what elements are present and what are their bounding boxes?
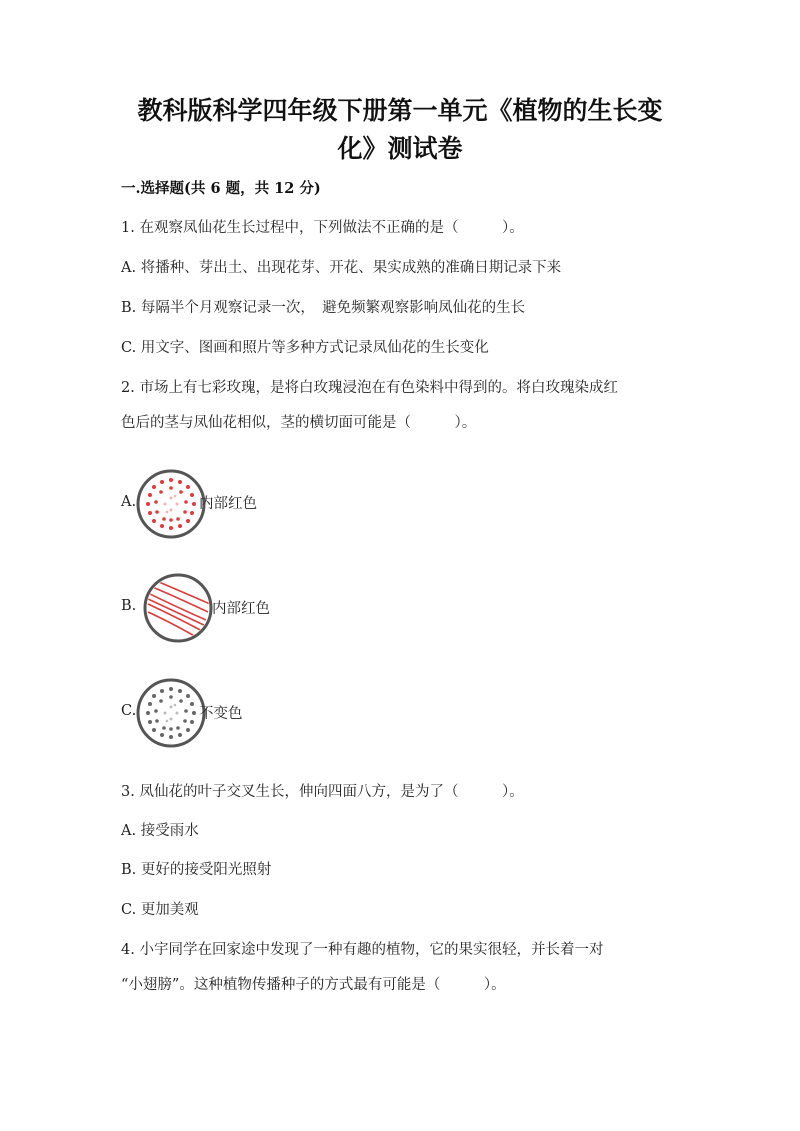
stem-cross-section-gray-dots-image (133, 675, 209, 751)
title-line-2: 化》测试卷 (337, 134, 463, 163)
q2-option-c-label: 不变色 (199, 706, 243, 722)
q2-stem-line-2: 色后的茎与凤仙花相似，茎的横切面可能是（ ）。 (121, 415, 477, 431)
q1-option-b: B. 每隔半个月观察记录一次， 避免频繁观察影响凤仙花的生长 (121, 300, 526, 316)
q1-option-c: C. 用文字、图画和照片等多种方式记录凤仙花的生长变化 (121, 340, 489, 356)
q3-option-b: B. 更好的接受阳光照射 (121, 862, 272, 878)
stem-cross-section-red-dots-image (133, 466, 209, 542)
q2-stem-line-1: 2. 市场上有七彩玫瑰，是将白玫瑰浸泡在有色染料中得到的。将白玫瑰染成红 (121, 380, 618, 396)
page-title (0, 92, 800, 168)
q3-option-c: C. 更加美观 (121, 902, 199, 918)
q2-option-a-label: 内部红色 (199, 496, 257, 512)
q4-stem-line-2: “小翅膀”。这种植物传播种子的方式最有可能是（ ）。 (121, 977, 506, 993)
q2-option-b-letter: B. (121, 598, 137, 614)
q2-option-c-letter: C. (121, 703, 137, 719)
q2-option-a-letter: A. (121, 494, 137, 510)
q1-stem: 1. 在观察凤仙花生长过程中，下列做法不正确的是（ ）。 (121, 220, 524, 236)
q1-option-a: A. 将播种、芽出土、出现花芽、开花、果实成熟的准确日期记录下来 (121, 260, 562, 276)
section-heading: 一.选择题(共 6 题，共 12 分) (121, 180, 321, 197)
q3-option-a: A. 接受雨水 (121, 823, 199, 839)
title-line-1: 教科版科学四年级下册第一单元《植物的生长变 (137, 96, 663, 125)
q4-stem-line-1: 4. 小宇同学在回家途中发现了一种有趣的植物，它的果实很轻，并长着一对 (121, 942, 604, 958)
stem-cross-section-red-streaks-image (140, 570, 216, 646)
q2-option-b-label: 内部红色 (212, 601, 270, 617)
q3-stem: 3. 凤仙花的叶子交叉生长，伸向四面八方，是为了（ ）。 (121, 784, 524, 800)
